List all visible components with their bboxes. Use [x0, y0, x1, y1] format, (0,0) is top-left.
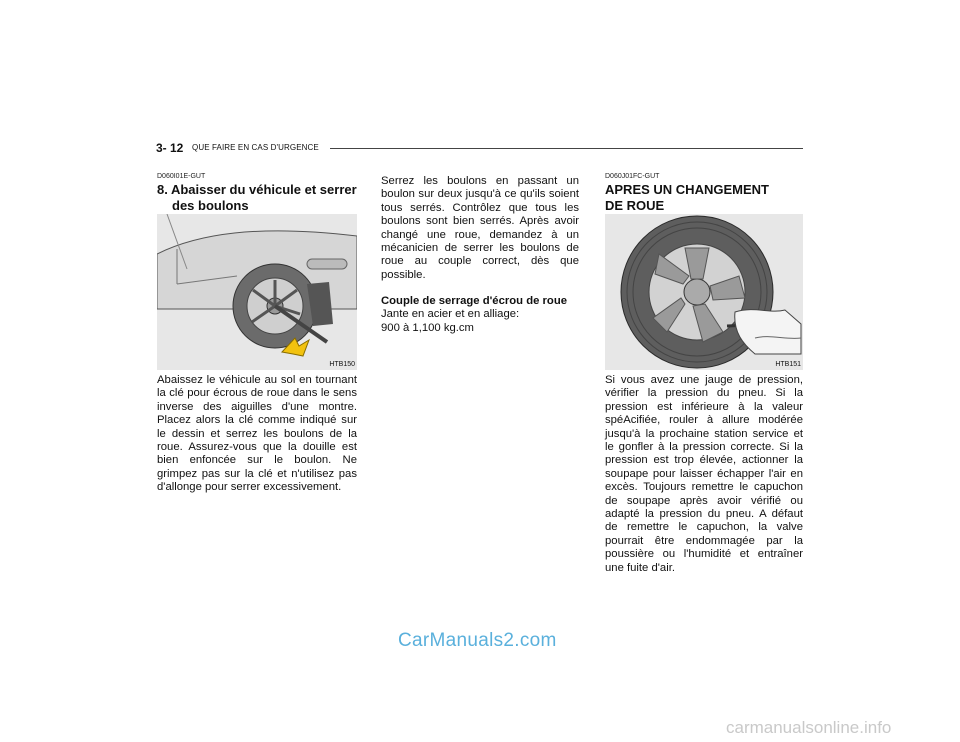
lowering-instructions: Abaissez le véhicule au sol en tournant la clé pour écrous de roue dans le sens inverse des aiguilles d'une montre. Placez alors la clé comme indiqué sur le dessin et serrez les boulons de la roue. Assurez-vous que la douille est bien enfoncée sur le boulon. Ne grimpez pas sur la clé et n'utilisez pas d'allonge pour serrer excessivement.	[157, 374, 357, 494]
tightening-instructions: Serrez les boulons en passant un boulon sur deux jusqu'à ce qu'ils soient tous serrés. Contrôlez que tous les boulons sont bien serrés. Après avoir changé une roue, demandez à un mécanicien de serrer les boulons de roue au couple correct, dès que possible.	[381, 175, 579, 281]
torque-line-2: 900 à 1,100 kg.cm	[381, 321, 474, 334]
tire-pressure-instructions: Si vous avez une jauge de pression, vérifier la pression du pneu. Si la pression est inférieure à la valeur spéAcifiée, rouler à allure modérée jusqu'à la prochaine station service et le gonfler à la pression correcte. Si la pression est trop élevée, actionner la soupape pour laisser échapper l'air en excès. Toujours remettre le capuchon de soupape après avoir vérifié ou adapté la pression du pneu. A défaut de remettre le capuchon, la valve pourrait être endommagée par la poussière ou l'humidité et entraîner une fuite d'air.	[605, 374, 803, 574]
car-wheel-wrench-drawing	[157, 214, 357, 370]
lowering-vehicle-illustration	[157, 214, 357, 370]
heading-line-1: APRES UN CHANGEMENT	[605, 182, 769, 197]
carmanuals-watermark[interactable]: CarManuals2.com	[398, 630, 557, 651]
page-number: 3- 12	[156, 141, 184, 155]
tire-pressure-illustration	[605, 214, 803, 370]
heading-line-2: DE ROUE	[605, 198, 665, 213]
online-watermark[interactable]: carmanualsonline.info	[726, 718, 892, 737]
figure-label: HTB150	[329, 361, 355, 368]
heading-line-2: des boulons	[172, 198, 249, 213]
torque-heading: Couple de serrage d'écrou de roue	[381, 295, 567, 307]
heading-line-1: 8. Abaisser du véhicule et serrer	[157, 182, 357, 197]
tire-gauge-drawing	[605, 214, 803, 370]
figure-label: HTB151	[775, 361, 801, 368]
torque-spec	[381, 295, 581, 335]
section-heading	[605, 182, 805, 214]
section-heading	[157, 182, 362, 214]
torque-line-1: Jante en acier et en alliage:	[381, 308, 520, 321]
header-rule	[330, 148, 803, 149]
section-code: D060J01FC-GUT	[605, 173, 660, 180]
section-title: QUE FAIRE EN CAS D'URGENCE	[192, 143, 319, 152]
section-code: D060I01E-GUT	[157, 173, 206, 180]
